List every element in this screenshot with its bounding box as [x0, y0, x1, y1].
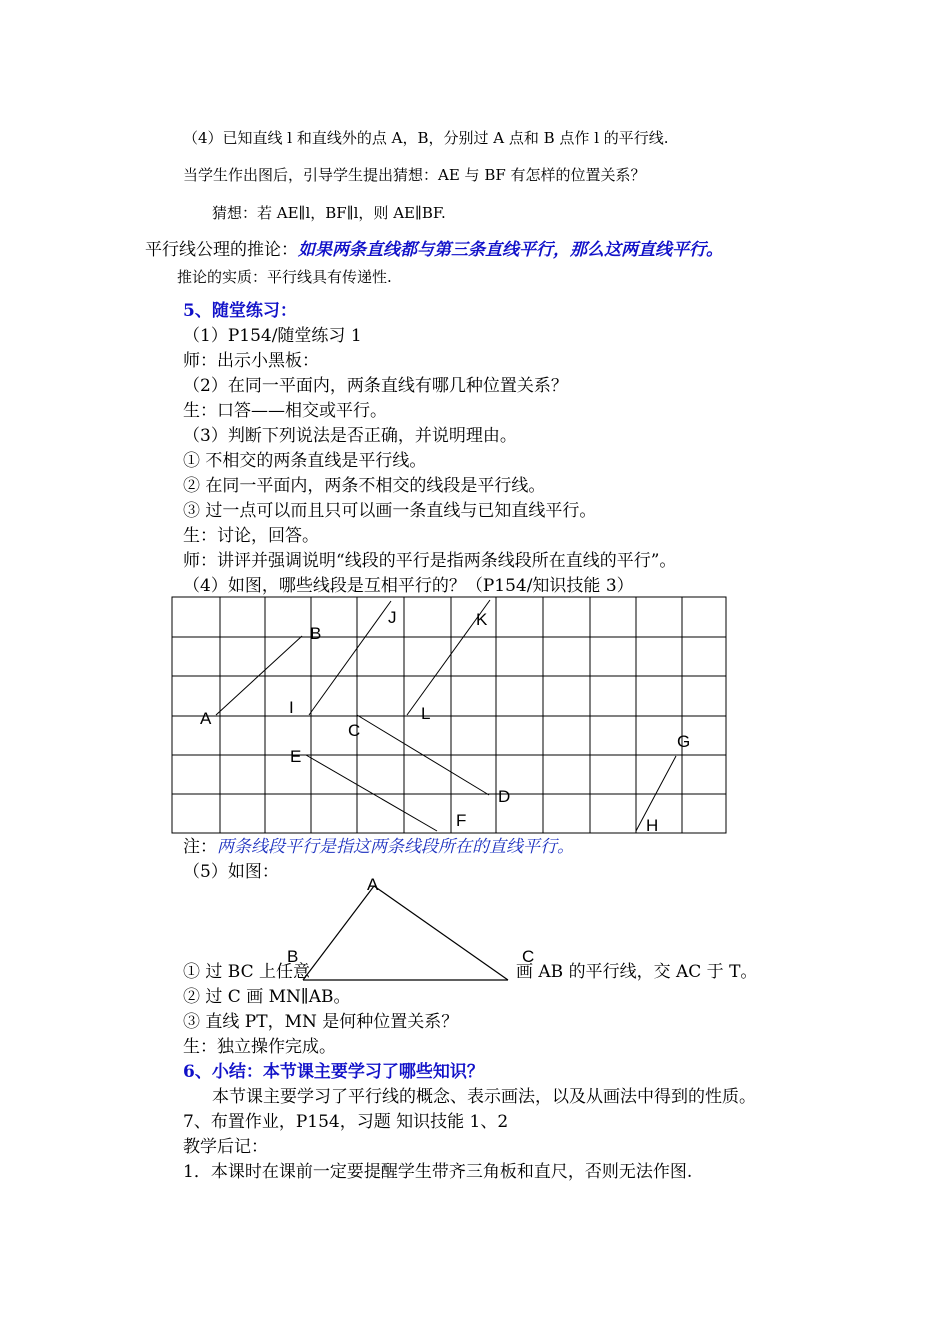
label-D: D	[498, 787, 511, 806]
grid-figure	[172, 597, 726, 833]
note-line	[183, 836, 574, 858]
section-6-title: 6、小结：本节课主要学习了哪些知识？	[183, 1062, 484, 1082]
claim-3: ③ 过一点可以而且只可以画一条直线与已知直线平行。	[183, 501, 597, 521]
label-F: F	[456, 811, 467, 830]
exercise-2: （2）在同一平面内，两条直线有哪几种位置关系？	[183, 376, 568, 396]
student-line-1: 生：口答——相交或平行。	[183, 401, 387, 421]
exercise-4: （4）如图，哪些线段是互相平行的？（P154/知识技能 3）	[183, 576, 634, 596]
grid-lines	[172, 597, 726, 833]
claim-2: ② 在同一平面内，两条不相交的线段是平行线。	[183, 476, 546, 496]
guide-text: 当学生作出图后，引导学生提出猜想：AE 与 BF 有怎样的位置关系？	[183, 166, 646, 184]
claim-1: ① 不相交的两条直线是平行线。	[183, 451, 427, 471]
exercise-1: （1）P154/随堂练习 1	[183, 326, 362, 346]
note-statement: 两条线段平行是指这两条线段所在的直线平行。	[217, 837, 574, 857]
student-line-2: 生：讨论，回答。	[183, 526, 319, 546]
note-lead: 注：	[183, 837, 217, 857]
label-I: I	[289, 698, 294, 717]
question-3: ③ 直线 PT，MN 是何种位置关系？	[183, 1012, 459, 1032]
exercise-4-text: （4）已知直线 l 和直线外的点 A，B，分别过 A 点和 B 点作 l 的平行线.	[183, 129, 669, 147]
label-C: C	[348, 721, 361, 740]
segment-EF	[306, 755, 437, 831]
section-5-title: 5、随堂练习：	[183, 301, 297, 321]
reflection-item-1: 1．本课时在课前一定要提醒学生带齐三角板和直尺，否则无法作图.	[183, 1162, 693, 1182]
summary-text: 本节课主要学习了平行线的概念、表示画法，以及从画法中得到的性质。	[212, 1087, 756, 1107]
homework-line: 7、布置作业，P154，习题 知识技能 1、2	[183, 1112, 509, 1132]
question-1-part-a: ① 过 BC 上任意	[183, 962, 311, 982]
label-G: G	[677, 732, 691, 751]
corollary-essence: 推论的实质：平行线具有传递性.	[177, 268, 392, 286]
segment-IJ	[309, 601, 391, 715]
corollary-lead: 平行线公理的推论：	[145, 240, 298, 260]
grid-labels	[200, 608, 690, 835]
teacher-line-2: 师：讲评并强调说明“线段的平行是指两条线段所在直线的平行”。	[183, 551, 677, 571]
label-E: E	[290, 747, 302, 766]
triangle-side-AB	[303, 886, 374, 980]
question-1-part-b: 画 AB 的平行线，交 AC 于 T。	[516, 962, 758, 982]
question-2: ② 过 C 画 MN∥AB。	[183, 987, 351, 1007]
triangle-side-AC	[374, 886, 508, 980]
label-B: B	[310, 624, 322, 643]
exercise-5: （5）如图：	[183, 862, 279, 882]
conjecture-text: 猜想：若 AE∥l，BF∥l，则 AE∥BF.	[212, 204, 446, 222]
triangle-label-B: B	[287, 947, 299, 966]
exercise-3: （3）判断下列说法是否正确，并说明理由。	[183, 426, 517, 446]
label-H: H	[646, 816, 659, 835]
corollary-statement: 如果两条直线都与第三条直线平行，那么这两直线平行。	[298, 240, 723, 260]
label-K: K	[476, 610, 488, 629]
label-J: J	[388, 608, 397, 627]
triangle-figure	[303, 886, 508, 980]
reflection-title: 教学后记：	[183, 1137, 268, 1157]
teacher-line-1: 师：出示小黑板：	[183, 351, 319, 371]
grid-border	[172, 597, 726, 833]
label-L: L	[421, 704, 431, 723]
triangle-label-C: C	[522, 947, 535, 966]
student-line-3: 生：独立操作完成。	[183, 1037, 336, 1057]
label-A: A	[200, 709, 212, 728]
triangle-label-A: A	[367, 875, 379, 894]
